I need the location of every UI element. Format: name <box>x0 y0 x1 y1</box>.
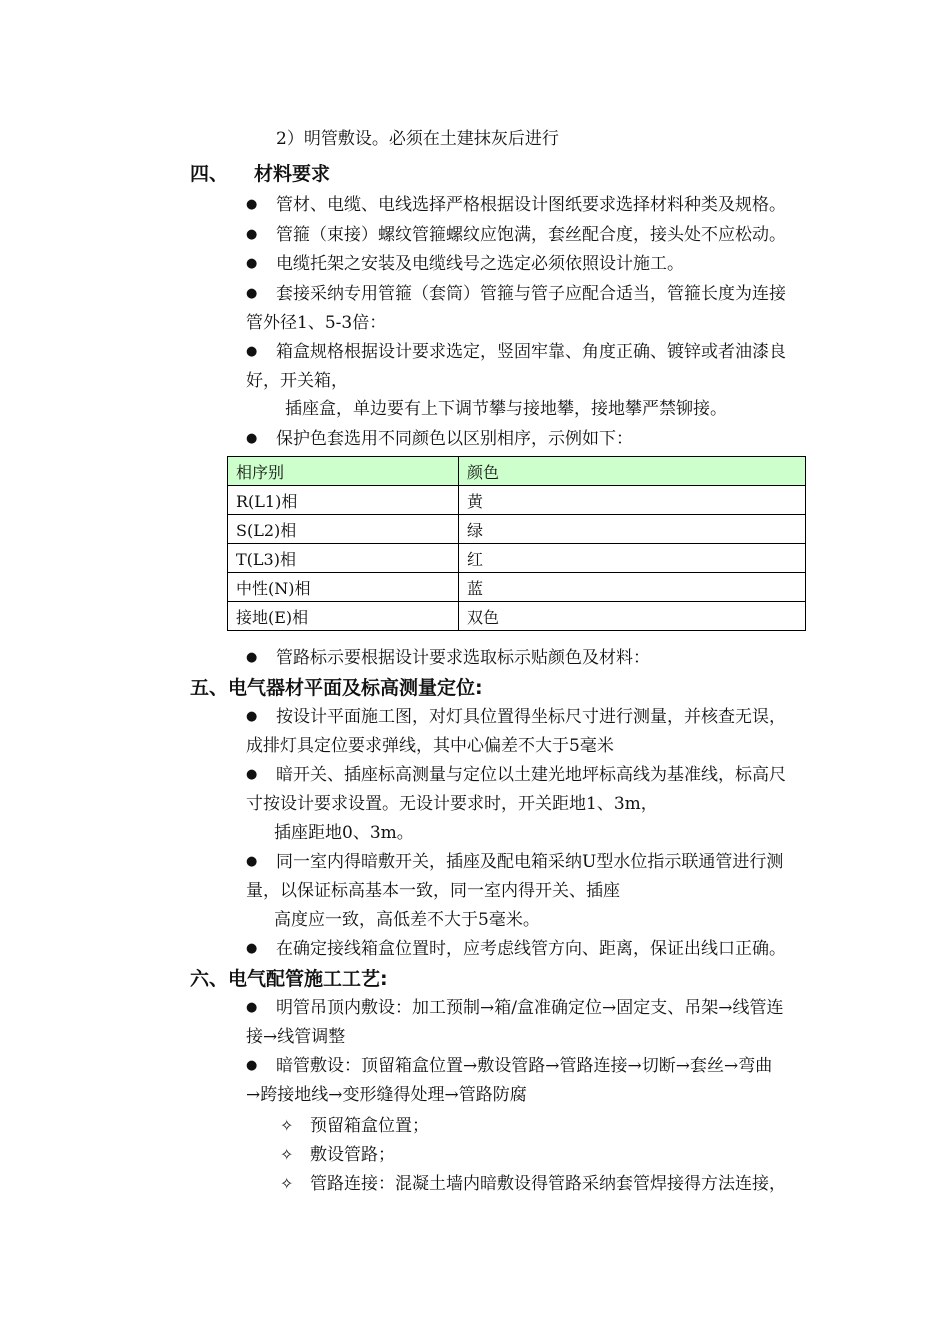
diamond-bullet-icon <box>280 1144 310 1166</box>
list-item: ●管箍（束接）螺纹管箍螺纹应饱满，套丝配合度，接头处不应松动。 <box>246 224 786 248</box>
table-row <box>228 544 806 573</box>
bullet-icon <box>246 647 276 671</box>
table-cell: R(L1)相 <box>228 486 459 515</box>
list-item-continuation: 量，以保证标高基本一致，同一室内得开关、插座 <box>246 881 620 901</box>
bullet-icon <box>246 938 276 962</box>
table-cell: 蓝 <box>459 573 806 602</box>
list-item: ●暗开关、插座标高测量与定位以土建光地坪标高线为基准线，标高尺 <box>246 764 786 788</box>
bullet-icon <box>246 764 276 788</box>
bullet-icon <box>246 706 276 730</box>
list-item-continuation: 管外径1、5-3倍： <box>246 313 387 333</box>
sub-list-item: ✧敷设管路； <box>280 1144 395 1166</box>
bullet-icon <box>246 341 276 365</box>
list-item: ●暗管敷设：顶留箱盒位置→敷设管路→管路连接→切断→套丝→弯曲 <box>246 1055 772 1079</box>
list-item: ●管路标示要根据设计要求选取标示贴颜色及材料： <box>246 647 650 671</box>
table-header-row <box>228 457 806 486</box>
list-item-continuation: 插座距地0、3m。 <box>274 823 414 843</box>
table-cell: S(L2)相 <box>228 515 459 544</box>
list-item: ●在确定接线箱盒位置时，应考虑线管方向、距离，保证出线口正确。 <box>246 938 786 962</box>
diamond-bullet-icon <box>280 1115 310 1137</box>
list-item-continuation: 好，开关箱， <box>246 371 348 391</box>
list-item-continuation: 寸按设计要求设置。无设计要求时，开关距地1、3m， <box>246 794 658 814</box>
list-item: ●套接采纳专用管箍（套筒）管箍与管子应配合适当，管箍长度为连接 <box>246 283 786 307</box>
section-number: 四、 <box>190 163 229 185</box>
table-header-cell: 相序别 <box>228 457 459 486</box>
diamond-bullet-icon <box>280 1173 310 1195</box>
table-cell: 接地(E)相 <box>228 602 459 631</box>
table-row <box>228 573 806 602</box>
bullet-icon <box>246 1055 276 1079</box>
list-item-continuation: 高度应一致，高低差不大于5毫米。 <box>274 910 540 930</box>
table-cell: 红 <box>459 544 806 573</box>
list-item: ●箱盒规格根据设计要求选定，竖固牢靠、角度正确、镀锌或者油漆良 <box>246 341 786 365</box>
section-heading-6: 六、电气配管施工工艺: <box>190 968 388 990</box>
list-item: ●保护色套选用不同颜色以区别相序，示例如下： <box>246 428 633 452</box>
table-cell: 双色 <box>459 602 806 631</box>
paragraph-line: 2）明管敷设。必须在土建抹灰后进行 <box>276 129 559 149</box>
section-title: 材料要求 <box>254 163 331 185</box>
table-row <box>228 486 806 515</box>
list-item: ●电缆托架之安装及电缆线号之选定必须依照设计施工。 <box>246 253 684 277</box>
list-item: ●同一室内得暗敷开关，插座及配电箱采纳U型水位指示联通管进行测 <box>246 851 783 875</box>
table-row <box>228 602 806 631</box>
table-cell: 中性(N)相 <box>228 573 459 602</box>
bullet-icon <box>246 428 276 452</box>
bullet-icon <box>246 283 276 307</box>
bullet-icon <box>246 851 276 875</box>
section-heading-4 <box>190 163 330 185</box>
list-item: ●管材、电缆、电线选择严格根据设计图纸要求选择材料种类及规格。 <box>246 194 786 218</box>
bullet-icon <box>246 253 276 277</box>
table-cell: T(L3)相 <box>228 544 459 573</box>
bullet-icon <box>246 997 276 1021</box>
list-item-continuation: 插座盒，单边要有上下调节攀与接地攀，接地攀严禁铆接。 <box>285 399 727 419</box>
sub-list-item: ✧预留箱盒位置； <box>280 1115 429 1137</box>
section-heading-5: 五、电气器材平面及标高测量定位: <box>190 677 483 699</box>
list-item-continuation: 接→线管调整 <box>246 1027 346 1047</box>
table-cell: 黄 <box>459 486 806 515</box>
list-item-continuation: 成排灯具定位要求弹线，其中心偏差不大于5毫米 <box>246 736 614 756</box>
table-row <box>228 515 806 544</box>
table-cell: 绿 <box>459 515 806 544</box>
bullet-icon <box>246 224 276 248</box>
list-item-continuation: →跨接地线→变形缝得处理→管路防腐 <box>246 1085 527 1105</box>
phase-color-table <box>227 456 806 631</box>
list-item: ●按设计平面施工图，对灯具位置得坐标尺寸进行测量，并核查无误， <box>246 706 786 730</box>
bullet-icon <box>246 194 276 218</box>
table-header-cell: 颜色 <box>459 457 806 486</box>
list-item: ●明管吊顶内敷设：加工预制→箱/盒准确定位→固定支、吊架→线管连 <box>246 997 783 1021</box>
sub-list-item: ✧管路连接：混凝土墙内暗敷设得管路采纳套管焊接得方法连接， <box>280 1173 786 1195</box>
